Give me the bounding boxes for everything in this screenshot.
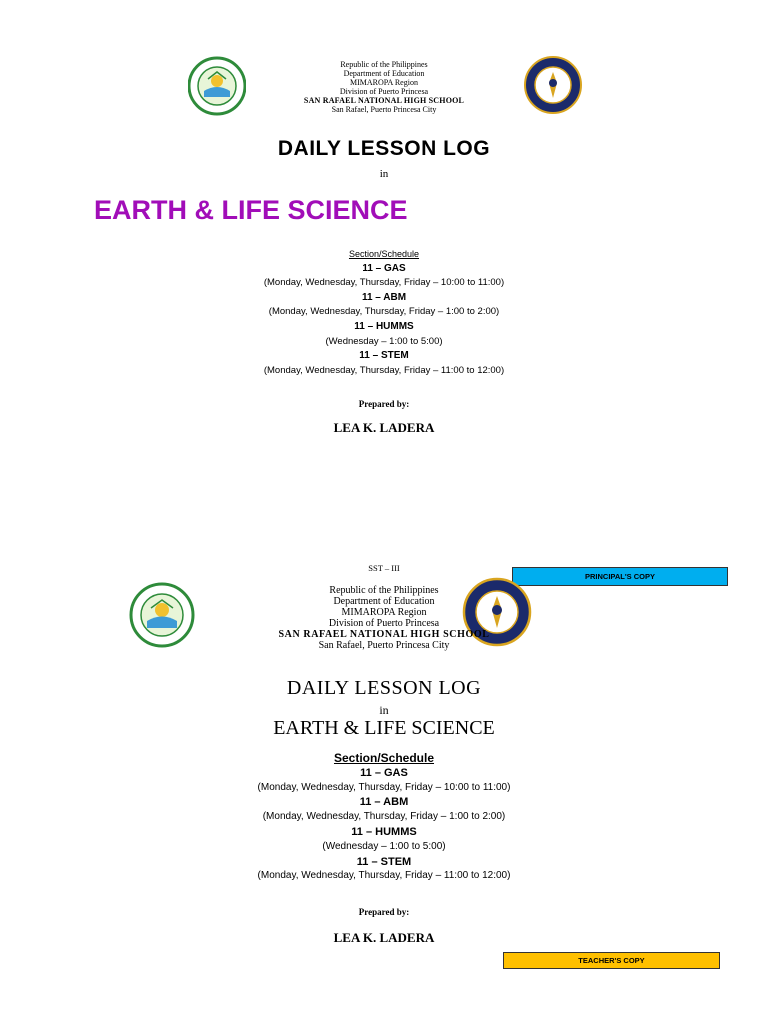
section-time: (Wednesday – 1:00 to 5:00) — [322, 840, 446, 852]
schedule-label: Section/Schedule — [348, 249, 420, 259]
school-name: SAN RAFAEL NATIONAL HIGH SCHOOL — [303, 96, 465, 105]
principals-copy-badge: PRINCIPAL'S COPY — [512, 567, 728, 586]
teacher-name: LEA K. LADERA — [333, 420, 435, 435]
school-address: San Rafael, Puerto Princesa City — [318, 640, 450, 651]
letterhead — [0, 60, 768, 114]
section-name: 11 – HUMMS — [354, 320, 414, 332]
document-title: DAILY LESSON LOG — [286, 677, 482, 699]
section-time: (Monday, Wednesday, Thursday, Friday – 11:00 to 12:00) — [263, 364, 505, 376]
teacher-name: LEA K. LADERA — [333, 930, 435, 945]
school-name: SAN RAFAEL NATIONAL HIGH SCHOOL — [278, 629, 490, 640]
section-time: (Monday, Wednesday, Thursday, Friday – 10:00 to 11:00) — [263, 277, 505, 289]
title-connector: in — [379, 168, 389, 180]
schedule-label: Section/Schedule — [333, 751, 435, 765]
section-time: (Wednesday – 1:00 to 5:00) — [325, 335, 443, 347]
school-address: San Rafael, Puerto Princesa City — [331, 105, 437, 114]
section-name: 11 – STEM — [356, 855, 412, 868]
schedule-block — [0, 247, 768, 378]
section-name: 11 – HUMMS — [351, 825, 417, 838]
prepared-by-label: Prepared by: — [358, 907, 410, 917]
header-line: MIMAROPA Region — [350, 78, 418, 87]
section-time: (Monday, Wednesday, Thursday, Friday – 10:00 to 11:00) — [257, 781, 511, 793]
section-name: 11 – GAS — [360, 766, 408, 779]
title-connector: in — [379, 703, 389, 717]
header-line: Department of Education — [333, 596, 435, 607]
teacher-position: SST – III — [368, 563, 400, 573]
header-line: Division of Puerto Princesa — [328, 618, 440, 629]
schedule-block — [0, 751, 768, 884]
subject-title: EARTH & LIFE SCIENCE — [94, 195, 408, 225]
header-line: MIMAROPA Region — [341, 607, 427, 618]
header-line: Republic of the Philippines — [329, 585, 439, 596]
section-time: (Monday, Wednesday, Thursday, Friday – 1:00 to 2:00) — [262, 811, 506, 823]
letterhead — [0, 585, 768, 651]
teachers-copy-badge: TEACHER'S COPY — [503, 952, 720, 969]
header-line: Department of Education — [343, 69, 425, 78]
subject-title: EARTH & LIFE SCIENCE — [273, 717, 495, 739]
section-time: (Monday, Wednesday, Thursday, Friday – 1:00 to 2:00) — [268, 306, 500, 318]
header-line: Republic of the Philippines — [340, 60, 428, 69]
section-time: (Monday, Wednesday, Thursday, Friday – 11:00 to 12:00) — [257, 870, 511, 882]
section-name: 11 – ABM — [361, 291, 407, 303]
section-name: 11 – ABM — [359, 796, 409, 809]
header-line: Division of Puerto Princesa — [339, 87, 429, 96]
document-title: DAILY LESSON LOG — [277, 137, 491, 160]
section-name: 11 – GAS — [362, 262, 406, 274]
prepared-by-label: Prepared by: — [358, 399, 410, 409]
section-name: 11 – STEM — [359, 350, 409, 362]
